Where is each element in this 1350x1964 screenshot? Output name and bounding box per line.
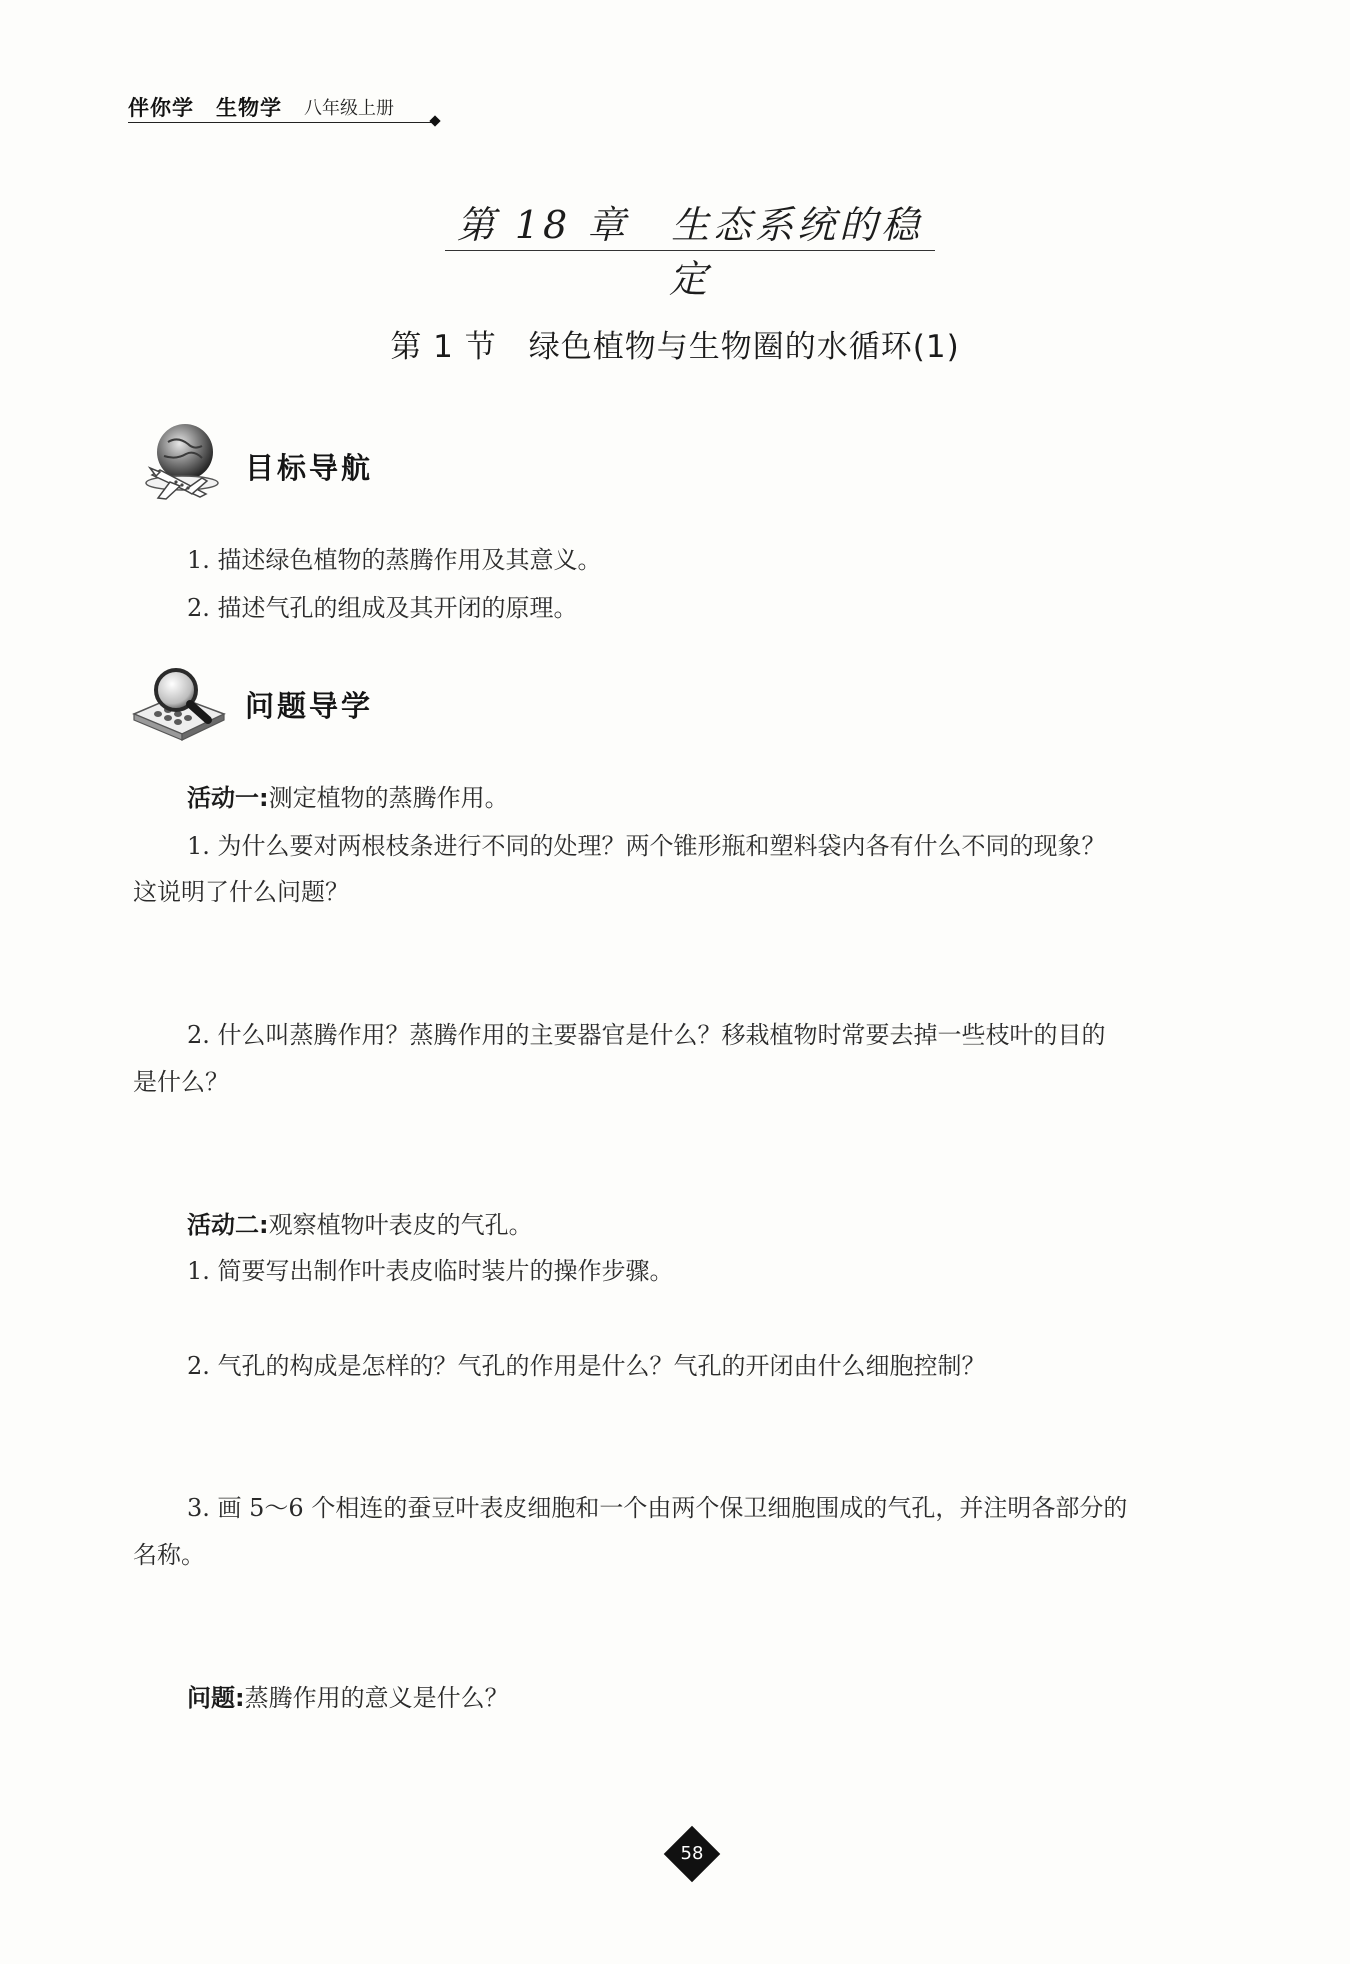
question-line: 是什么？ [133,1068,229,1096]
header-rule [128,122,434,123]
activity-one-text: 测定植物的蒸腾作用。 [268,784,509,812]
grade-label: 八年级上册 [304,98,394,119]
question-line: 1. 为什么要对两根枝条进行不同的处理？两个锥形瓶和塑料袋内各有什么不同的现象？ [187,832,1106,860]
chapter-underline [445,250,935,251]
question-line: 这说明了什么问题？ [133,878,349,906]
chapter-title: 第 18 章 生态系统的稳定 [456,203,924,301]
running-header [128,92,443,126]
problem-label: 问题: [187,1684,245,1712]
question-line: 2. 什么叫蒸腾作用？蒸腾作用的主要器官是什么？移栽植物时常要去掉一些枝叶的目的 [187,1021,1106,1049]
questions-heading-label: 问题导学 [245,689,374,723]
goals-heading-label: 目标导航 [245,451,374,485]
subject-title: 生物学 [216,96,282,120]
series-title: 伴你学 [128,96,194,120]
activity-two-label: 活动二: [187,1211,269,1239]
goal-item: 1. 描述绿色植物的蒸腾作用及其意义。 [187,546,602,574]
page-number-badge [665,1827,719,1881]
goals-heading [130,420,450,510]
activity-one [187,778,509,818]
problem-text: 蒸腾作用的意义是什么？ [244,1684,509,1712]
activity-two-text: 观察植物叶表皮的气孔。 [268,1211,533,1239]
globe-airplane-icon [130,420,230,510]
question-line: 1. 简要写出制作叶表皮临时装片的操作步骤。 [187,1257,674,1285]
question-line: 名称。 [133,1541,205,1569]
questions-heading [130,660,450,750]
goal-item: 2. 描述气孔的组成及其开闭的原理。 [187,594,578,622]
magnifier-icon [130,660,230,750]
problem [187,1678,509,1718]
page-number: 58 [680,1843,704,1864]
section-title: 第 1 节 绿色植物与生物圈的水循环(1) [390,329,960,365]
header-diamond-icon [429,115,440,126]
question-line: 2. 气孔的构成是怎样的？气孔的作用是什么？气孔的开闭由什么细胞控制？ [187,1352,986,1380]
activity-one-label: 活动一: [187,784,269,812]
question-line: 3. 画 5～6 个相连的蚕豆叶表皮细胞和一个由两个保卫细胞围成的气孔，并注明各部分的 [187,1494,1128,1522]
activity-two [187,1205,533,1245]
